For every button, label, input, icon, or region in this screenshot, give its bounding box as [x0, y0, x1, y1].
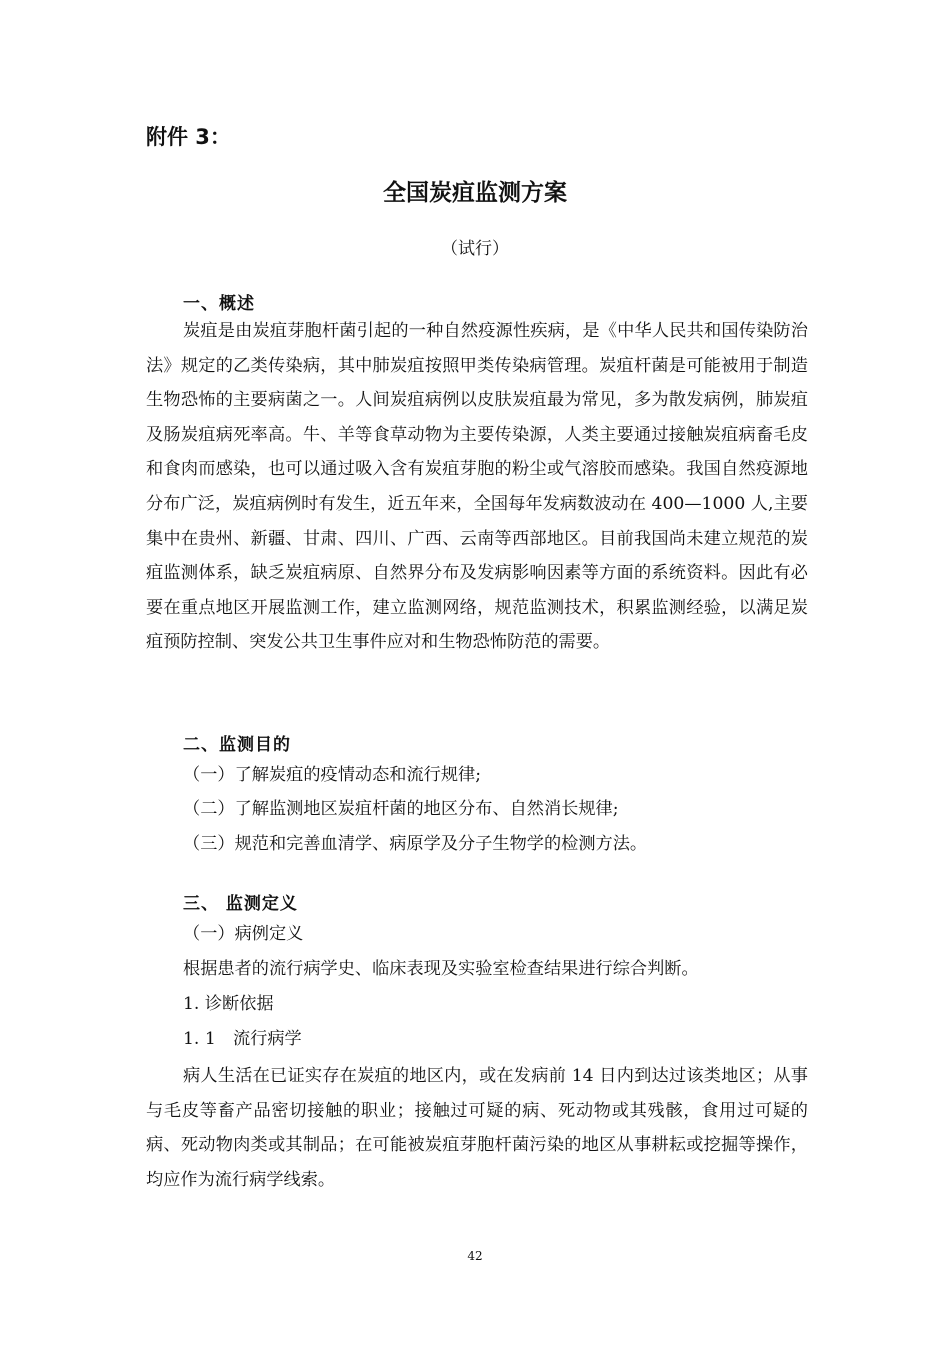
document-title: 全国炭疽监测方案: [383, 180, 567, 206]
purpose-item-2: （二）了解监测地区炭疽杆菌的地区分布、自然消长规律;: [183, 799, 619, 819]
section-heading-definitions: 三、 监测定义: [183, 894, 298, 914]
diagnosis-basis-heading: 1. 诊断依据: [183, 994, 274, 1014]
section-heading-purpose: 二、监测目的: [183, 735, 291, 755]
case-definition-heading: （一）病例定义: [183, 924, 304, 944]
epidemiology-heading: 1. 1 流行病学: [183, 1029, 302, 1049]
attachment-label: 附件 3：: [146, 125, 231, 149]
epidemiology-paragraph: 病人生活在已证实存在炭疽的地区内，或在发病前 14 日内到达过该类地区；从事与毛皮等畜产品密切接触的职业；接触过可疑的病、死动物或其残骸，食用过可疑的病、死动物肉类或其制品；在可能被炭疽芽胞杆菌污染的地区从事耕耘或挖掘等操作，均应作为流行病学线索。: [146, 1066, 808, 1190]
document-subtitle: （试行）: [441, 239, 509, 259]
purpose-item-1: （一）了解炭疽的疫情动态和流行规律;: [183, 765, 481, 785]
page-number: 42: [467, 1249, 483, 1263]
case-definition-intro: 根据患者的流行病学史、临床表现及实验室检查结果进行综合判断。: [183, 959, 699, 979]
purpose-item-3: （三）规范和完善血清学、病原学及分子生物学的检测方法。: [183, 834, 648, 854]
overview-paragraph: 炭疽是由炭疽芽胞杆菌引起的一种自然疫源性疾病，是《中华人民共和国传染防治法》规定的乙类传染病，其中肺炭疽按照甲类传染病管理。炭疽杆菌是可能被用于制造生物恐怖的主要病菌之一。人间炭疽病例以皮肤炭疽最为常见，多为散发病例，肺炭疽及肠炭疽病死率高。牛、羊等食草动物为主要传染源，人类主要通过接触炭疽病畜毛皮和食肉而感染，也可以通过吸入含有炭疽芽胞的粉尘或气溶胶而感染。我国自然疫源地分布广泛，炭疽病例时有发生，近五年来，全国每年发病数波动在 400—1000 人,主要集中在贵州、新疆、甘肃、四川、广西、云南等西部地区。目前我国尚未建立规范的炭疽监测体系，缺乏炭疽病原、自然界分布及发病影响因素等方面的系统资料。因此有必要在重点地区开展监测工作，建立监测网络，规范监测技术，积累监测经验，以满足炭疽预防控制、突发公共卫生事件应对和生物恐怖防范的需要。: [146, 321, 808, 653]
section-heading-overview: 一、概述: [183, 294, 255, 314]
